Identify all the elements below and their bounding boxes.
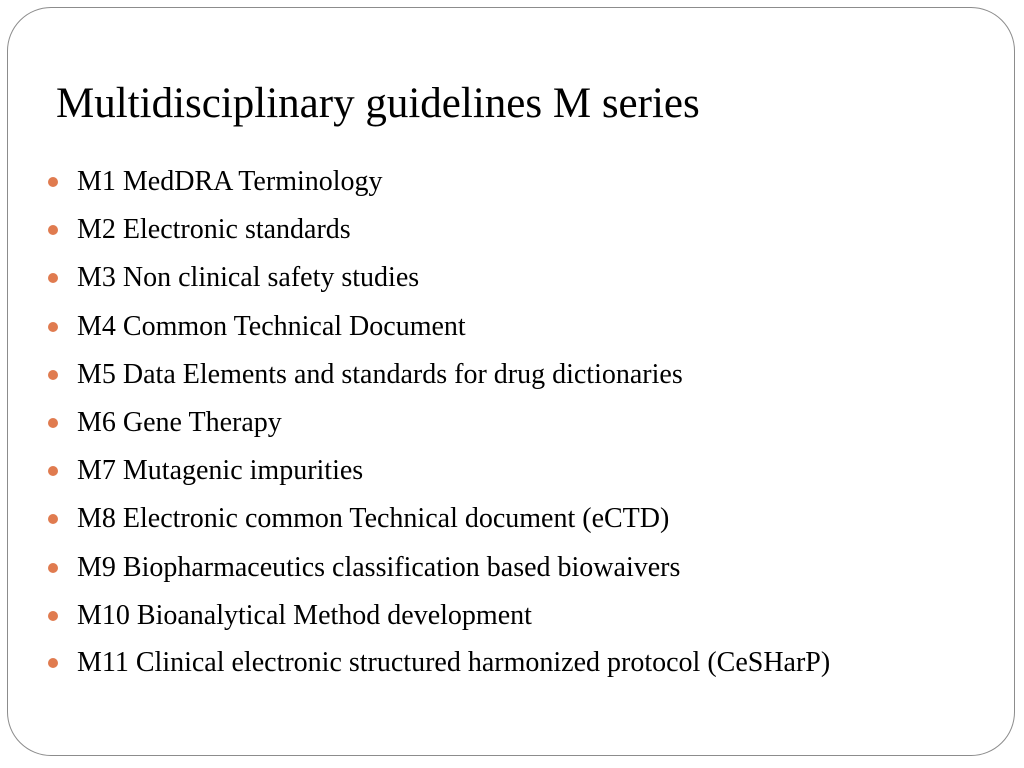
list-item-label: M2 Electronic standards [77,214,351,246]
bullet-dot-icon [48,177,58,187]
bullet-dot-icon [48,658,58,668]
bullet-dot-icon [48,514,58,524]
list-item [48,351,988,399]
bullet-dot-icon [48,611,58,621]
list-item-label: M7 Mutagenic impurities [77,455,364,487]
list-item-label: M4 Common Technical Document [77,310,466,342]
bullet-dot-icon [48,563,58,573]
list-item [48,592,988,640]
bullet-dot-icon [48,418,58,428]
list-item-label: M10 Bioanalytical Method development [77,599,532,631]
list-item [48,544,988,592]
list-item [48,206,988,254]
bullet-dot-icon [48,273,58,283]
bullet-dot-icon [48,225,58,235]
slide [7,7,1015,756]
list-item-label: M5 Data Elements and standards for drug dictionaries [77,358,683,390]
list-item [48,495,988,543]
list-item-label: M8 Electronic common Technical document (eCTD) [77,503,670,535]
bullet-dot-icon [48,322,58,332]
bullet-dot-icon [48,466,58,476]
list-item-label: M3 Non clinical safety studies [77,262,420,294]
list-item [48,254,988,302]
list-item-label: M6 Gene Therapy [77,407,282,439]
list-item [48,303,988,351]
list-item-label: M11 Clinical electronic structured harmonized protocol (CeSHarP) [77,647,831,679]
bullet-list [48,158,988,680]
list-item [48,158,988,206]
list-item [48,640,988,680]
slide-title: Multidisciplinary guidelines M series [56,80,700,127]
list-item [48,399,988,447]
list-item [48,447,988,495]
list-item-label: M9 Biopharmaceutics classification based biowaivers [77,551,681,583]
list-item-label: M1 MedDRA Terminology [77,166,383,197]
bullet-dot-icon [48,370,58,380]
